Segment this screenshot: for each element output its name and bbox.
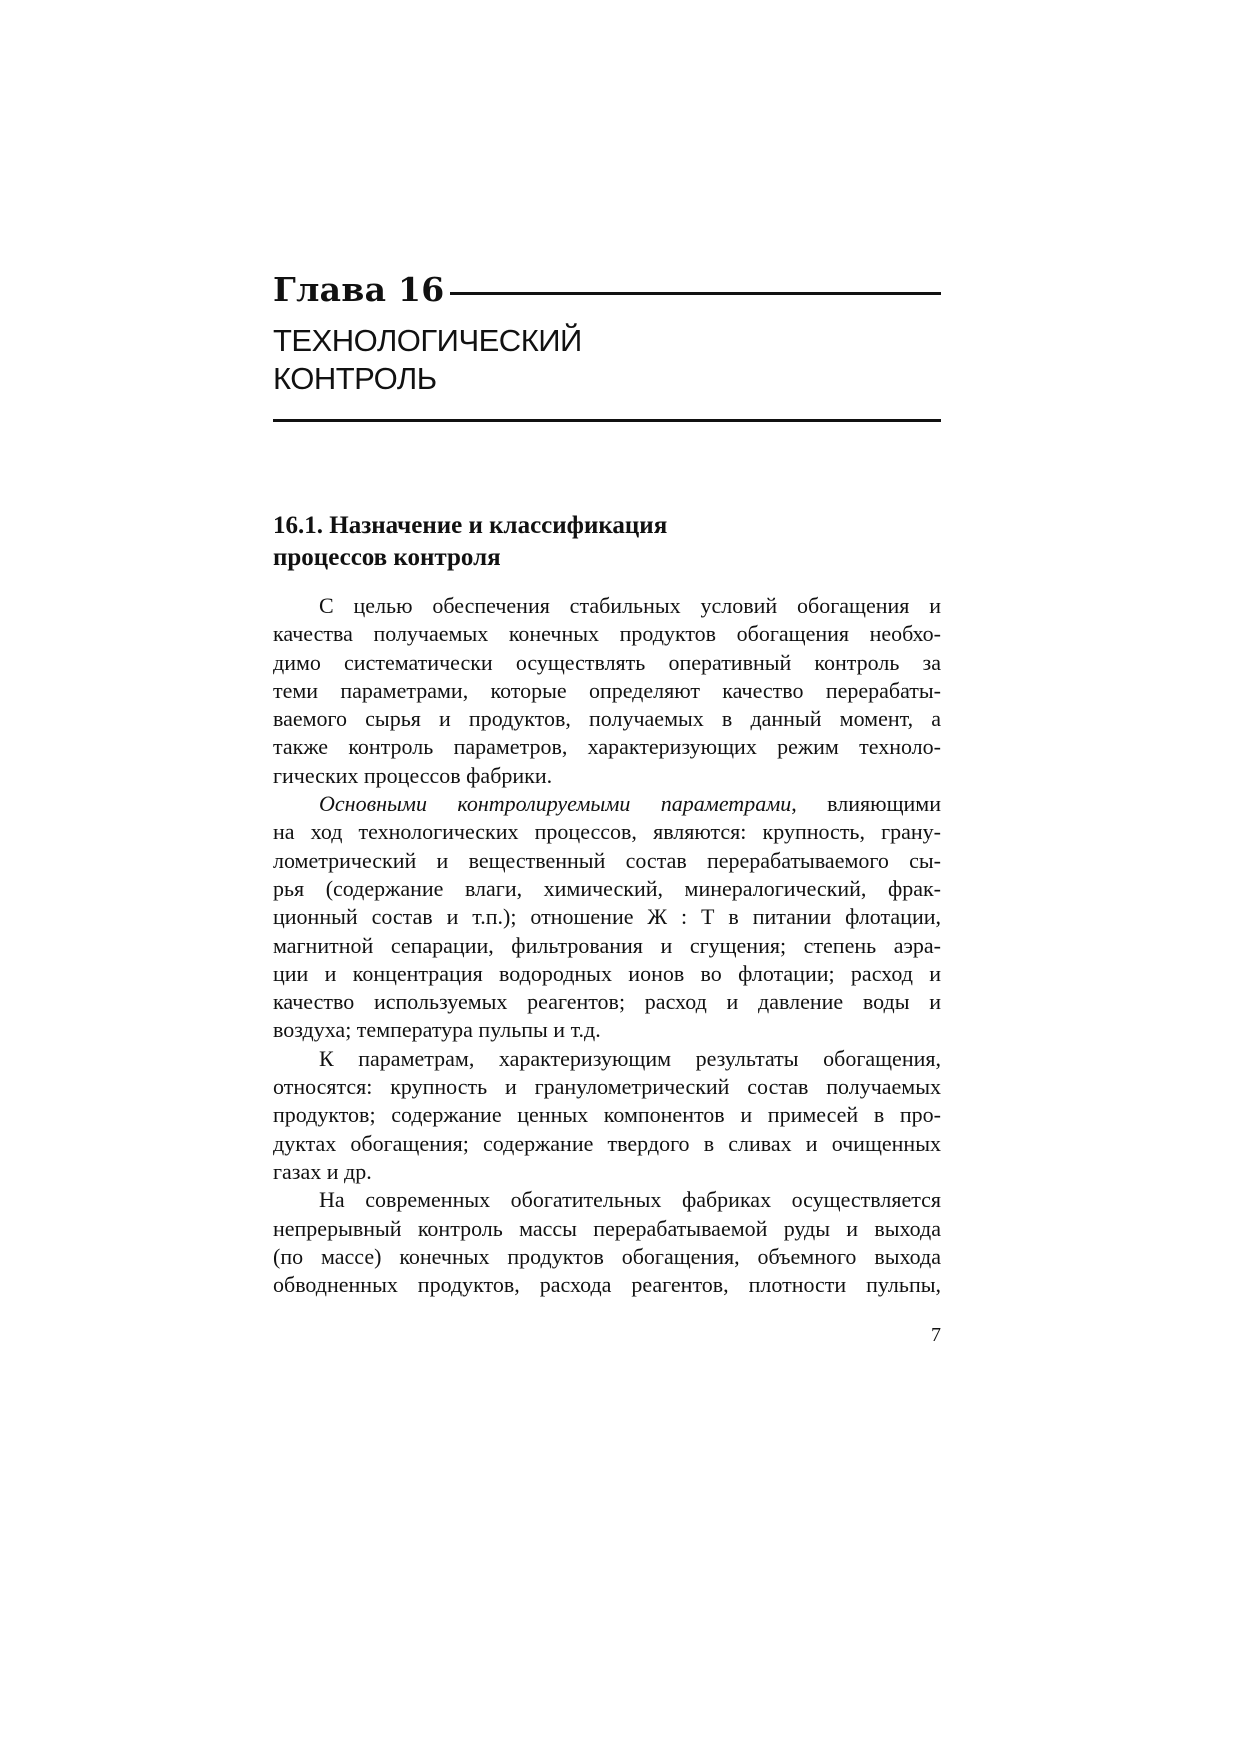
body-text	[273, 592, 941, 1299]
text-line: дуктах обогащения; содержание твердого в сливах и очищенных	[273, 1130, 941, 1156]
text-line: также контроль параметров, характеризующих режим техноло-	[273, 734, 941, 760]
text-line: магнитной сепарации, фильтрования и сгущения; степень аэра-	[273, 932, 941, 958]
paragraph	[273, 1045, 941, 1186]
text-line: ционный состав и т.п.); отношение Ж : Т в питании флотации,	[273, 904, 941, 930]
text-line: воздуха; температура пульпы и т.д.	[273, 1017, 601, 1043]
italic-term: Основными контролируемыми параметрами	[319, 791, 792, 817]
chapter-label: Глава 16	[273, 270, 445, 309]
text-line: продуктов; содержание ценных компонентов и примесей в про-	[273, 1102, 941, 1128]
section-heading	[273, 510, 941, 574]
text-line: рья (содержание влаги, химический, минералогический, фрак-	[273, 875, 941, 901]
text-line: качество используемых реагентов; расход и давление воды и	[273, 989, 941, 1015]
text-line: лометрический и вещественный состав перерабатываемого сы-	[273, 847, 941, 873]
section-heading-line: процессов контроля	[273, 544, 501, 571]
text-line: ции и концентрация водородных ионов во флотации; расход и	[273, 960, 941, 986]
text-fragment: , влияющими	[791, 791, 941, 817]
text-line: (по массе) конечных продуктов обогащения, объемного выхода	[273, 1243, 941, 1269]
page-number: 7	[931, 1324, 941, 1346]
text-line: на ход технологических процессов, являются: крупность, грану-	[273, 819, 941, 845]
chapter-title-line: КОНТРОЛЬ	[273, 361, 437, 396]
text-line: качества получаемых конечных продуктов обогащения необхо-	[273, 621, 941, 647]
text-line: ваемого сырья и продуктов, получаемых в данный момент, а	[273, 706, 941, 732]
text-line: гических процессов фабрики.	[273, 762, 553, 788]
title-divider	[273, 419, 941, 422]
chapter-header	[273, 270, 941, 310]
text-line: относятся: крупность и гранулометрический состав получаемых	[273, 1074, 941, 1100]
paragraph	[273, 790, 941, 1045]
text-line: теми параметрами, которые определяют качество перерабаты-	[273, 677, 941, 703]
chapter-title	[273, 322, 941, 398]
text-line: димо систематически осуществлять оперативный контроль за	[273, 649, 941, 675]
text-line: обводненных продуктов, расхода реагентов, плотности пульпы,	[273, 1272, 941, 1298]
text-line: С целью обеспечения стабильных условий обогащения и	[319, 593, 941, 618]
text-line: На современных обогатительных фабриках осуществляется	[319, 1187, 941, 1213]
text-line: К параметрам, характеризующим результаты обогащения,	[319, 1045, 941, 1071]
text-line	[273, 790, 941, 818]
text-line: непрерывный контроль массы перерабатываемой руды и выхода	[273, 1215, 941, 1241]
section-heading-line: 16.1. Назначение и классификация	[273, 512, 668, 539]
chapter-rule	[450, 292, 941, 295]
paragraph	[273, 592, 941, 790]
text-line: газах и др.	[273, 1158, 372, 1184]
chapter-title-line: ТЕХНОЛОГИЧЕСКИЙ	[273, 323, 582, 358]
paragraph	[273, 1186, 941, 1299]
